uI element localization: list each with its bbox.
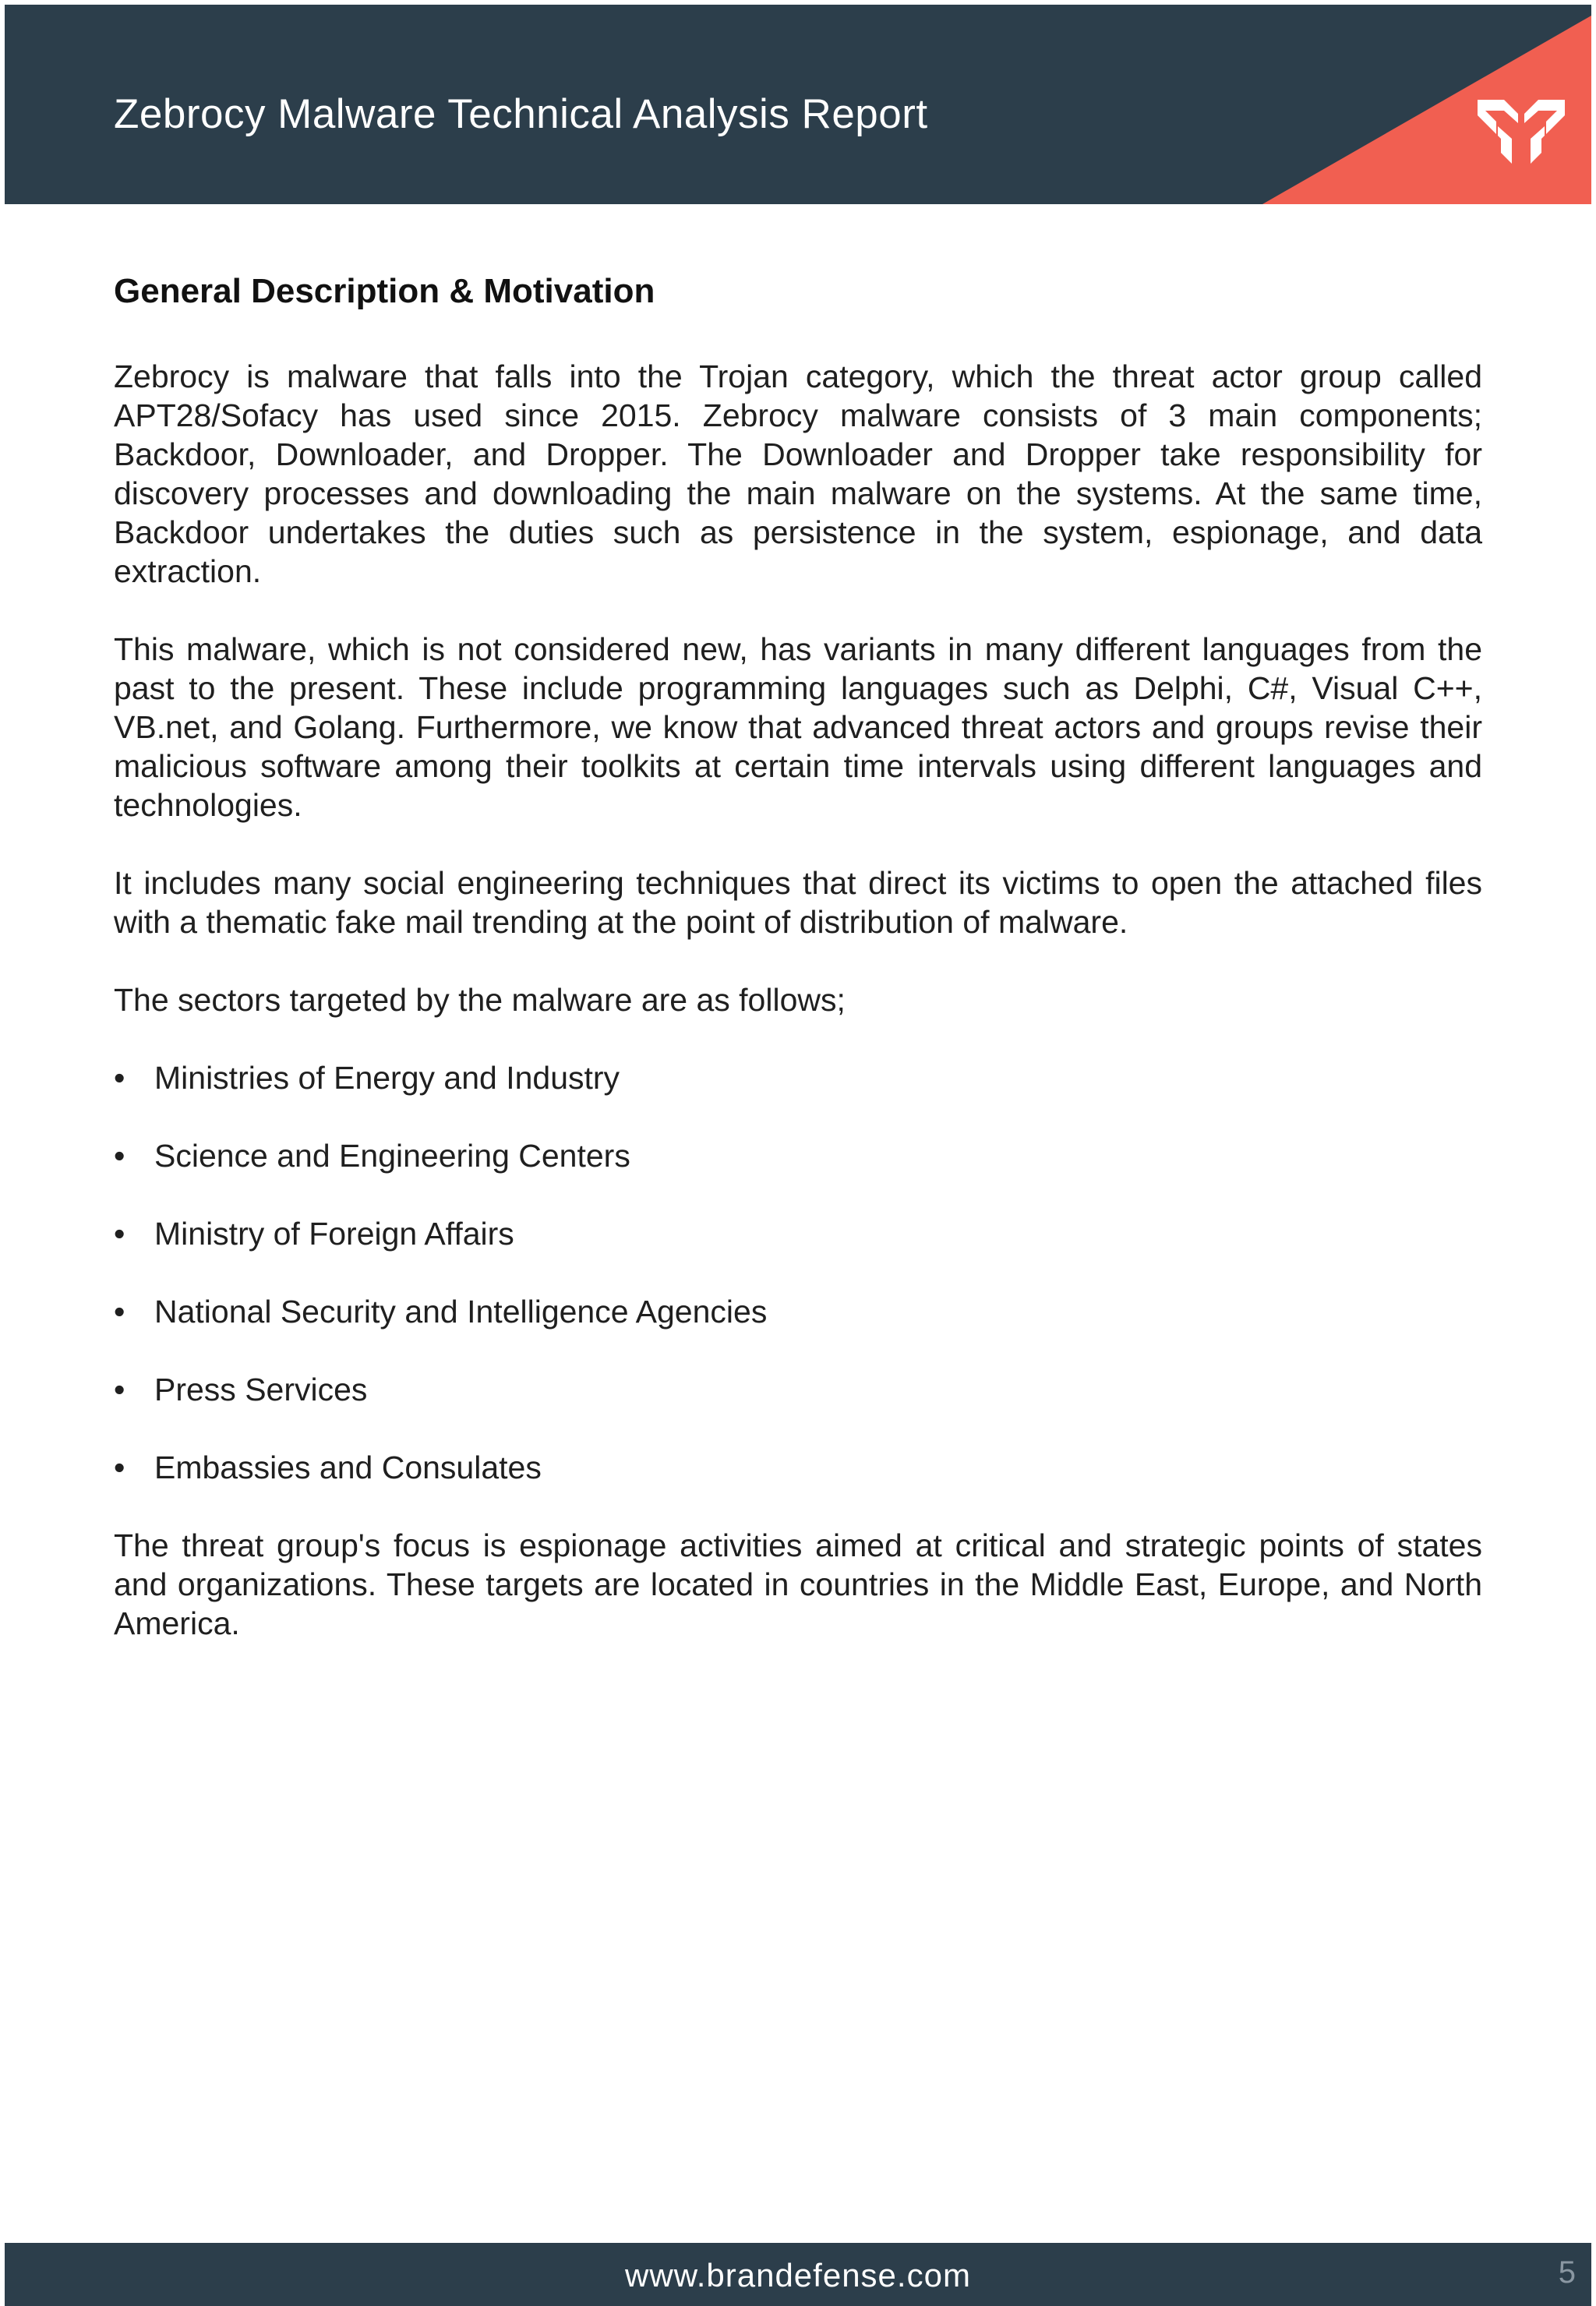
brandefense-logo-icon [1478,100,1565,164]
footer-website-link[interactable]: www.brandefense.com [625,2257,971,2294]
bullet-icon: • [114,1138,125,1174]
paragraph-sectors-intro: The sectors targeted by the malware are as follows; [114,982,846,1018]
sector-label: Science and Engineering Centers [154,1138,630,1174]
section-title: General Description & Motivation [114,272,655,310]
paragraph-variants: This malware, which is not considered new, has variants in many different languages from the past to the present. These include programming languages such as Delphi, C#, Visual C++, VB.net, and Golang. Furthermore, we know that advanced threat actors and groups revise their malicious software among their toolkits at certain time intervals using different languages and technologies. [114,631,1482,823]
page-number: 5 [1558,2255,1576,2290]
bullet-icon: • [114,1294,125,1330]
list-item [114,1214,1482,1253]
paragraph-closing: The threat group's focus is espionage activities aimed at critical and strategic points of states and organizations. These targets are located in countries in the Middle East, Europe, and North America. [114,1527,1482,1641]
list-item [114,1448,1482,1487]
bullet-icon: • [114,1060,125,1096]
sector-label: National Security and Intelligence Agencies [154,1294,768,1330]
list-item [114,1370,1482,1409]
bullet-icon: • [114,1450,125,1485]
main-content [114,265,1482,1643]
list-item [114,1058,1482,1097]
sector-label: Embassies and Consulates [154,1450,542,1485]
bullet-icon: • [114,1372,125,1407]
page-header [5,5,1591,204]
paragraph-overview: Zebrocy is malware that falls into the Trojan category, which the threat actor group called APT28/Sofacy has used since 2015. Zebrocy malware consists of 3 main components; Backdoor, Downloader, and Dropper. The Downloader and Dropper take responsibility for discovery processes and downloading the main malware on the systems. At the same time, Backdoor undertakes the duties such as persistence in the system, espionage, and data extraction. [114,358,1482,589]
bullet-icon: • [114,1216,125,1252]
paragraph-social-engineering: It includes many social engineering techniques that direct its victims to open the attached files with a thematic fake mail trending at the point of distribution of malware. [114,865,1482,940]
list-item [114,1292,1482,1331]
page-footer [5,2243,1591,2306]
report-title: Zebrocy Malware Technical Analysis Report [114,91,928,137]
list-item [114,1136,1482,1175]
sector-label: Ministries of Energy and Industry [154,1060,620,1096]
targeted-sectors-list [114,1058,1482,1487]
sector-label: Press Services [154,1372,368,1407]
sector-label: Ministry of Foreign Affairs [154,1216,514,1252]
